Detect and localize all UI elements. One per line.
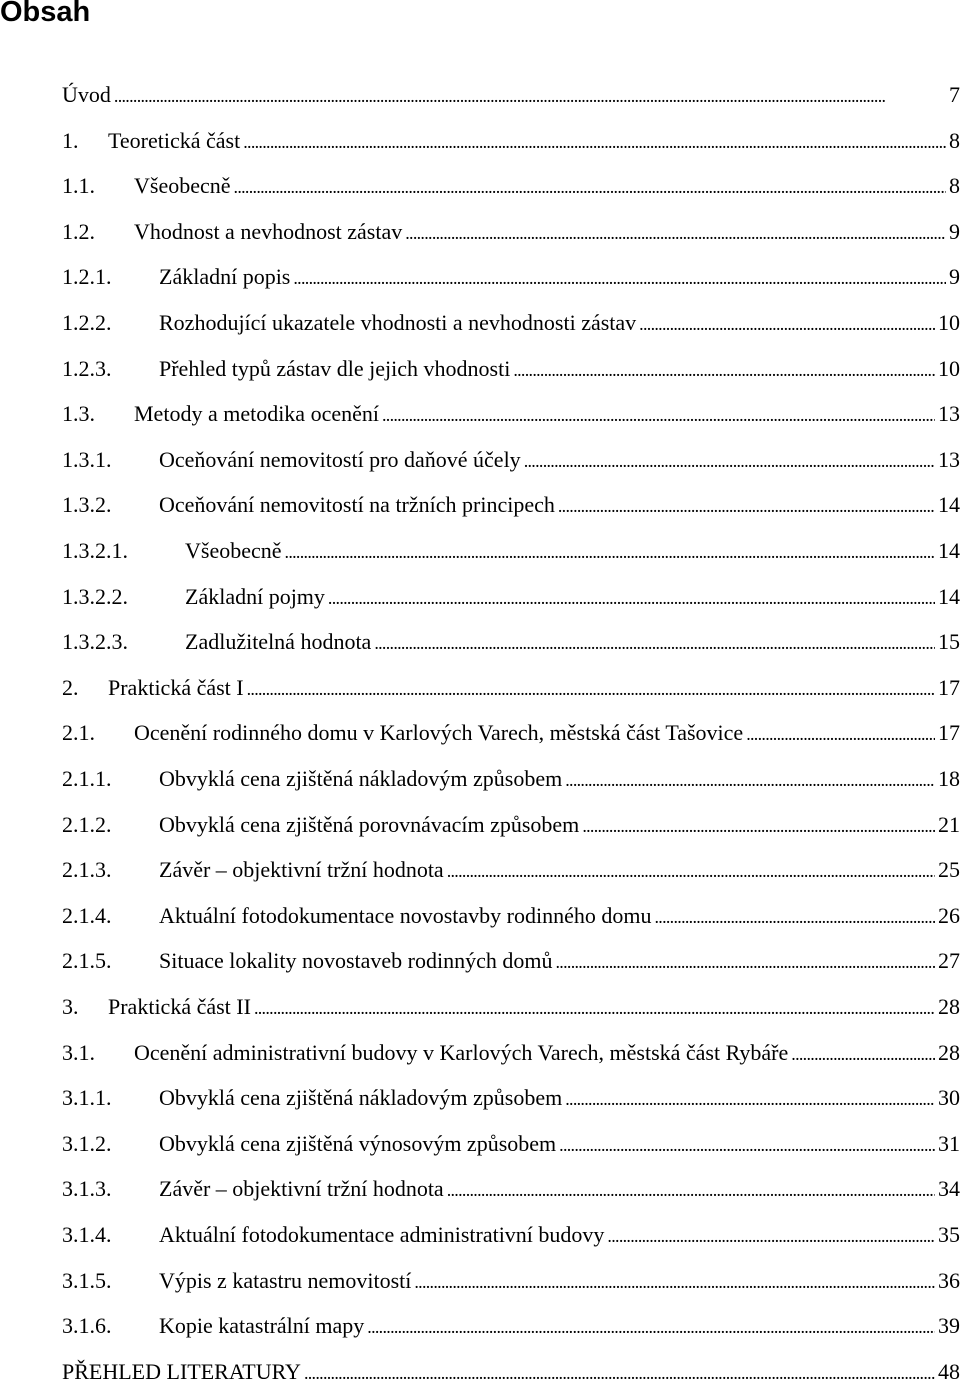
toc-entry[interactable] — [62, 356, 960, 386]
toc-dot-leader — [447, 857, 935, 883]
toc-entry-title: Situace lokality novostaveb rodinných domů — [159, 948, 553, 974]
toc-entry-title: Aktuální fotodokumentace administrativní budovy — [159, 1222, 605, 1247]
toc-dot-leader — [556, 948, 936, 974]
toc-dot-leader — [304, 1359, 935, 1385]
toc-entry-number: 3.1.2. — [62, 1130, 112, 1156]
toc-entry[interactable] — [62, 1313, 960, 1343]
toc-entry-page: 17 — [938, 720, 960, 746]
toc-entry-number: 2.1.2. — [62, 811, 112, 837]
toc-entry-number: 1.3.2.1. — [62, 538, 128, 563]
toc-entry[interactable] — [62, 538, 960, 568]
toc-entry-page: 13 — [938, 446, 960, 472]
toc-entry[interactable] — [62, 264, 960, 294]
toc-entry-title: Úvod — [62, 82, 111, 107]
toc-entry-page: 10 — [938, 310, 960, 335]
toc-dot-leader — [565, 1085, 935, 1111]
toc-dot-leader — [524, 447, 935, 473]
toc-entry[interactable] — [62, 948, 960, 978]
toc-entry[interactable] — [62, 1359, 960, 1389]
toc-entry-number: 1. — [62, 127, 79, 153]
toc-entry-number: 2.1.4. — [62, 902, 112, 928]
toc-dot-leader — [328, 584, 935, 610]
toc-entry-title: Ocenění rodinného domu v Karlových Varech, městská část Tašovice — [134, 720, 744, 746]
toc-entry-number: 3.1.4. — [62, 1222, 112, 1247]
toc-dot-leader — [405, 219, 946, 245]
toc-entry-page: 35 — [938, 1222, 960, 1247]
toc-entry-number: 3.1.3. — [62, 1176, 112, 1202]
toc-entry-title: Rozhodující ukazatele vhodnosti a nevhodnosti zástav — [159, 310, 637, 335]
toc-dot-leader — [582, 812, 935, 838]
toc-entry[interactable] — [62, 766, 960, 796]
toc-dot-leader — [791, 1040, 935, 1066]
toc-entry-title: Obvyklá cena zjištěná porovnávacím způsobem — [159, 811, 580, 837]
toc-entry-title: Obvyklá cena zjištěná výnosovým způsobem — [159, 1130, 557, 1156]
toc-entry-page: 9 — [949, 264, 960, 290]
toc-entry-number: 2.1. — [62, 720, 95, 746]
toc-dot-leader — [639, 310, 935, 336]
toc-entry-title: Závěr – objektivní tržní hodnota — [159, 1176, 444, 1202]
toc-dot-leader — [414, 1268, 935, 1294]
toc-entry[interactable] — [62, 401, 960, 431]
toc-dot-leader — [565, 766, 935, 792]
toc-entry-title: PŘEHLED LITERATURY — [62, 1358, 301, 1384]
toc-entry[interactable] — [62, 1222, 960, 1252]
toc-entry-title: Kopie katastrální mapy — [159, 1313, 365, 1339]
toc-entry[interactable] — [62, 994, 960, 1024]
toc-entry-title: Základní pojmy — [185, 583, 325, 609]
toc-entry-title: Ocenění administrativní budovy v Karlových Varech, městská část Rybáře — [134, 1039, 789, 1065]
toc-entry[interactable] — [62, 1268, 960, 1298]
toc-entry[interactable] — [62, 128, 960, 158]
toc-dot-leader — [513, 356, 935, 382]
toc-entry-title: Všeobecně — [185, 538, 282, 563]
toc-dot-leader — [293, 264, 946, 290]
toc-dot-leader — [367, 1313, 935, 1339]
toc-entry-number: 2.1.1. — [62, 766, 112, 791]
toc-entry[interactable] — [62, 1131, 960, 1161]
toc-entry-page: 48 — [938, 1358, 960, 1384]
page-title: Obsah — [0, 0, 91, 28]
toc-entry-page: 9 — [949, 218, 960, 244]
toc-entry-number: 1.3.2.3. — [62, 629, 128, 655]
toc-entry-title: Obvyklá cena zjištěná nákladovým způsobem — [159, 766, 563, 791]
toc-entry[interactable] — [62, 675, 960, 705]
toc-entry-number: 2.1.5. — [62, 948, 112, 974]
toc-dot-leader — [247, 675, 935, 701]
toc-entry-title: Přehled typů zástav dle jejich vhodnosti — [159, 355, 511, 381]
toc-entry[interactable] — [62, 1040, 960, 1070]
toc-entry[interactable] — [62, 629, 960, 659]
toc-entry[interactable] — [62, 584, 960, 614]
toc-dot-leader — [654, 903, 935, 929]
toc-entry-page: 28 — [938, 994, 960, 1019]
toc-dot-leader — [243, 128, 946, 154]
toc-entry[interactable] — [62, 173, 960, 203]
toc-entry[interactable] — [62, 1176, 960, 1206]
toc-entry-title: Výpis z katastru nemovitostí — [159, 1267, 412, 1293]
toc-entry-title: Aktuální fotodokumentace novostavby rodinného domu — [159, 902, 652, 928]
toc-entry-title: Obvyklá cena zjištěná nákladovým způsobem — [159, 1085, 563, 1111]
toc-entry-title: Teoretická část — [108, 127, 241, 153]
toc-entry-page: 39 — [938, 1313, 960, 1339]
toc-entry-page: 7 — [949, 82, 960, 107]
toc-entry[interactable] — [62, 447, 960, 477]
toc-entry-number: 3. — [62, 994, 79, 1019]
toc-entry-page: 8 — [949, 173, 960, 199]
toc-entry-number: 1.3. — [62, 401, 95, 427]
toc-entry-number: 2. — [62, 674, 79, 700]
toc-entry[interactable] — [62, 903, 960, 933]
toc-dot-leader — [746, 720, 935, 746]
toc-dot-leader — [559, 1131, 935, 1157]
toc-entry-page: 15 — [938, 629, 960, 655]
toc-entry-page: 14 — [938, 583, 960, 609]
toc-entry-number: 1.2. — [62, 218, 95, 244]
toc-entry-page: 14 — [938, 492, 960, 518]
toc-entry-page: 21 — [938, 811, 960, 837]
toc-entry-page: 25 — [938, 857, 960, 883]
toc-entry-number: 1.1. — [62, 173, 95, 199]
toc-dot-leader — [607, 1222, 935, 1248]
toc-entry-title: Praktická část I — [108, 674, 244, 700]
toc-dot-leader — [382, 401, 935, 427]
toc-entry-number: 1.3.1. — [62, 446, 112, 472]
toc-entry-title: Metody a metodika ocenění — [134, 401, 379, 427]
toc-entry-page: 36 — [938, 1267, 960, 1293]
toc-entry[interactable] — [62, 310, 960, 340]
toc-entry[interactable] — [62, 720, 960, 750]
toc-entry[interactable] — [62, 492, 960, 522]
toc-entry-page: 8 — [949, 127, 960, 153]
toc-entry-number: 3.1.6. — [62, 1313, 112, 1339]
toc-entry-title: Oceňování nemovitostí pro daňové účely — [159, 446, 521, 472]
toc-entry-title: Všeobecně — [134, 173, 231, 199]
toc-entry-number: 1.3.2. — [62, 492, 112, 518]
toc-entry-title: Základní popis — [159, 264, 291, 290]
toc-entry-title: Závěr – objektivní tržní hodnota — [159, 857, 444, 883]
toc-dot-leader — [447, 1176, 935, 1202]
toc-entry-page: 30 — [938, 1085, 960, 1111]
toc-entry-title: Vhodnost a nevhodnost zástav — [134, 218, 403, 244]
toc-dot-leader — [558, 492, 935, 518]
toc-entry-page: 34 — [938, 1176, 960, 1202]
toc-entry[interactable] — [62, 1085, 960, 1115]
toc-entry-number: 1.2.1. — [62, 264, 112, 290]
toc-entry-page: 17 — [938, 674, 960, 700]
toc-entry-number: 2.1.3. — [62, 857, 112, 883]
toc-entry-page: 26 — [938, 902, 960, 928]
toc-entry-page: 13 — [938, 401, 960, 427]
toc-dot-leader — [234, 173, 946, 199]
toc-entry-title: Zadlužitelná hodnota — [185, 629, 372, 655]
toc-entry-page: 18 — [938, 766, 960, 791]
toc-dot-leader — [114, 82, 946, 108]
toc-entry[interactable] — [62, 812, 960, 842]
toc-entry-title: Oceňování nemovitostí na tržních principech — [159, 492, 555, 518]
toc-entry-page: 31 — [938, 1130, 960, 1156]
toc-entry-number: 3.1. — [62, 1039, 95, 1065]
toc-entry-number: 1.3.2.2. — [62, 583, 128, 609]
toc-entry-page: 28 — [938, 1039, 960, 1065]
toc-entry-title: Praktická část II — [108, 994, 251, 1019]
toc-dot-leader — [285, 538, 935, 564]
toc-entry-number: 1.2.3. — [62, 355, 112, 381]
toc-entry[interactable] — [62, 219, 960, 249]
toc-entry-number: 1.2.2. — [62, 310, 112, 335]
toc-entry[interactable] — [62, 82, 960, 112]
toc-dot-leader — [374, 629, 935, 655]
toc-entry-number: 3.1.5. — [62, 1267, 112, 1293]
toc-entry-page: 10 — [938, 355, 960, 381]
toc-entry[interactable] — [62, 857, 960, 887]
toc-entry-number: 3.1.1. — [62, 1085, 112, 1111]
toc-dot-leader — [254, 994, 935, 1020]
toc-entry-page: 27 — [938, 948, 960, 974]
toc-entry-page: 14 — [938, 538, 960, 563]
